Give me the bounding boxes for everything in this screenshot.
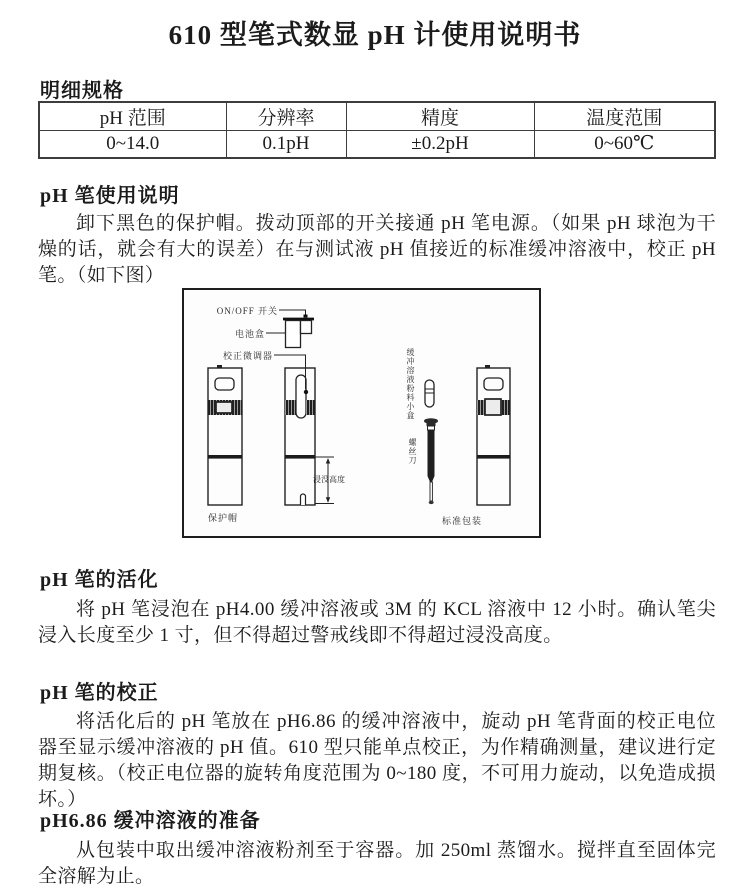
page-title: 610 型笔式数显 pH 计使用说明书 (168, 20, 582, 50)
battery-box-drawing (283, 315, 314, 348)
specs-table-value-row (39, 131, 715, 158)
specs-value-ph-range: 0~14.0 (39, 131, 226, 158)
standard-package-label: 标准包装 (442, 516, 483, 526)
instruction-figure (182, 288, 541, 538)
usage-heading: pH 笔使用说明 (40, 185, 180, 207)
screwdriver-drawing (424, 418, 438, 504)
activation-paragraph: 将 pH 笔浸泡在 pH4.00 缓冲溶液或 3M 的 KCL 溶液中 12 小时。确认笔尖浸入长度至少 1 寸，但不得超过警戒线即不得超过浸没高度。 (38, 599, 716, 646)
capsule-drawing (425, 380, 434, 407)
battery-box-label: 电池盒 (234, 329, 265, 339)
specs-header-ph-range: pH 范围 (39, 102, 226, 131)
specs-header-accuracy: 精度 (346, 102, 534, 131)
buffer-prep-paragraph: 从包装中取出缓冲溶液粉剂至于容器。加 250ml 蒸馏水。搅拌直至固体完全溶解为止。 (38, 840, 716, 887)
specs-value-accuracy: ±0.2pH (346, 131, 534, 158)
specs-table (38, 101, 716, 159)
standard-pen-drawing (477, 365, 510, 505)
pen-open-drawing (285, 368, 315, 505)
trimmer-dot (304, 390, 308, 394)
specs-value-temp-range: 0~60℃ (534, 131, 715, 158)
activation-heading: pH 笔的活化 (40, 569, 159, 591)
buffer-prep-heading: pH6.86 缓冲溶液的准备 (40, 810, 261, 832)
calibration-paragraph: 将活化后的 pH 笔放在 pH6.86 的缓冲溶液中，旋动 pH 笔背面的校正电位器至显示缓冲溶液的 pH 值。610 型只能单点校正，为作精确测量，建议进行定期复核。（校正电位器的旋转角度范围为 0~180 度，不可用力旋动，以免造成损坏。） (38, 711, 716, 810)
immersion-height-label: 浸没高度 (313, 475, 345, 484)
onoff-switch-label: ON/OFF 开关 (216, 306, 278, 316)
usage-paragraph: 卸下黑色的保护帽。拨动顶部的开关接通 pH 笔电源。（如果 pH 球泡为干燥的话，就会有大的误差）在与测试液 pH 值接近的标准缓冲溶液中，校正 pH 笔。（如下图） (38, 213, 716, 286)
buffer-powder-box-label: 缓冲溶液粉料小盒 (406, 348, 415, 420)
calibration-heading: pH 笔的校正 (40, 682, 159, 704)
protective-cap-label: 保护帽 (208, 513, 239, 523)
screwdriver-label: 螺丝刀 (408, 438, 417, 465)
specs-value-resolution: 0.1pH (226, 131, 346, 158)
pen-with-cap-drawing (208, 365, 242, 505)
specs-header-temp-range: 温度范围 (534, 102, 715, 131)
specs-heading: 明细规格 (40, 80, 124, 102)
specs-header-resolution: 分辨率 (226, 102, 346, 131)
calibration-trimmer-label: 校正微调器 (222, 351, 273, 361)
specs-table-header-row (39, 102, 715, 131)
